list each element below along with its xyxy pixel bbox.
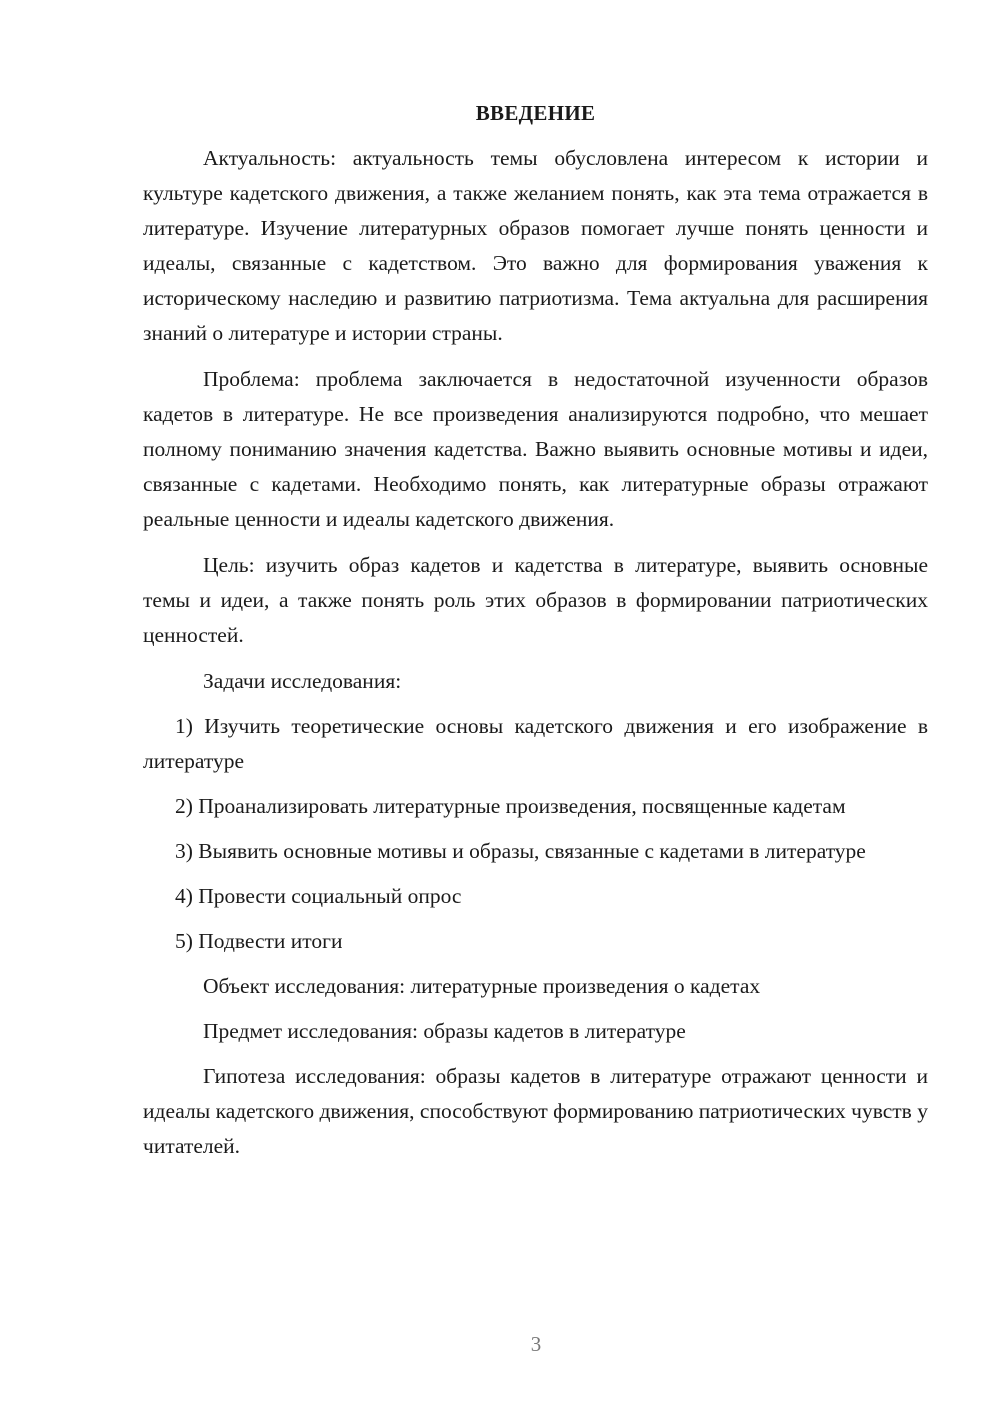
task-item: 2) Проанализировать литературные произведения, посвященные кадетам — [175, 794, 846, 818]
hypothesis-paragraph: Гипотеза исследования: образы кадетов в литературе отражают ценности и идеалы кадетского движения, способствуют формированию патриотических чувств у читателей. — [143, 1064, 928, 1158]
page-content — [143, 96, 928, 1164]
object-paragraph: Объект исследования: литературные произведения о кадетах — [203, 974, 761, 998]
task-item: 5) Подвести итоги — [175, 929, 343, 953]
problem-paragraph: Проблема: проблема заключается в недостаточной изученности образов кадетов в литературе. Не все произведения анализируются подробно, что мешает полному пониманию значения кадетства. Важно выявить основные мотивы и идеи, связанные с кадетами. Необходимо понять, как литературные образы отражают реальные ценности и идеалы кадетского движения. — [143, 367, 928, 531]
goal-paragraph: Цель: изучить образ кадетов и кадетства в литературе, выявить основные темы и идеи, а также понять роль этих образов в формировании патриотических ценностей. — [143, 553, 928, 647]
page-title: ВВЕДЕНИЕ — [475, 101, 596, 125]
task-item: 1) Изучить теоретические основы кадетского движения и его изображение в литературе — [143, 714, 928, 773]
subject-paragraph: Предмет исследования: образы кадетов в литературе — [203, 1019, 686, 1043]
page-number: 3 — [530, 1332, 542, 1356]
task-item: 3) Выявить основные мотивы и образы, связанные с кадетами в литературе — [175, 839, 866, 863]
task-item: 4) Провести социальный опрос — [175, 884, 462, 908]
tasks-heading: Задачи исследования: — [203, 669, 402, 693]
relevance-paragraph: Актуальность: актуальность темы обусловлена интересом к истории и культуре кадетского движения, а также желанием понять, как эта тема отражается в литературе. Изучение литературных образов помогает лучше понять ценности и идеалы, связанные с кадетством. Это важно для формирования уважения к историческому наследию и развитию патриотизма. Тема актуальна для расширения знаний о литературе и истории страны. — [143, 146, 928, 345]
